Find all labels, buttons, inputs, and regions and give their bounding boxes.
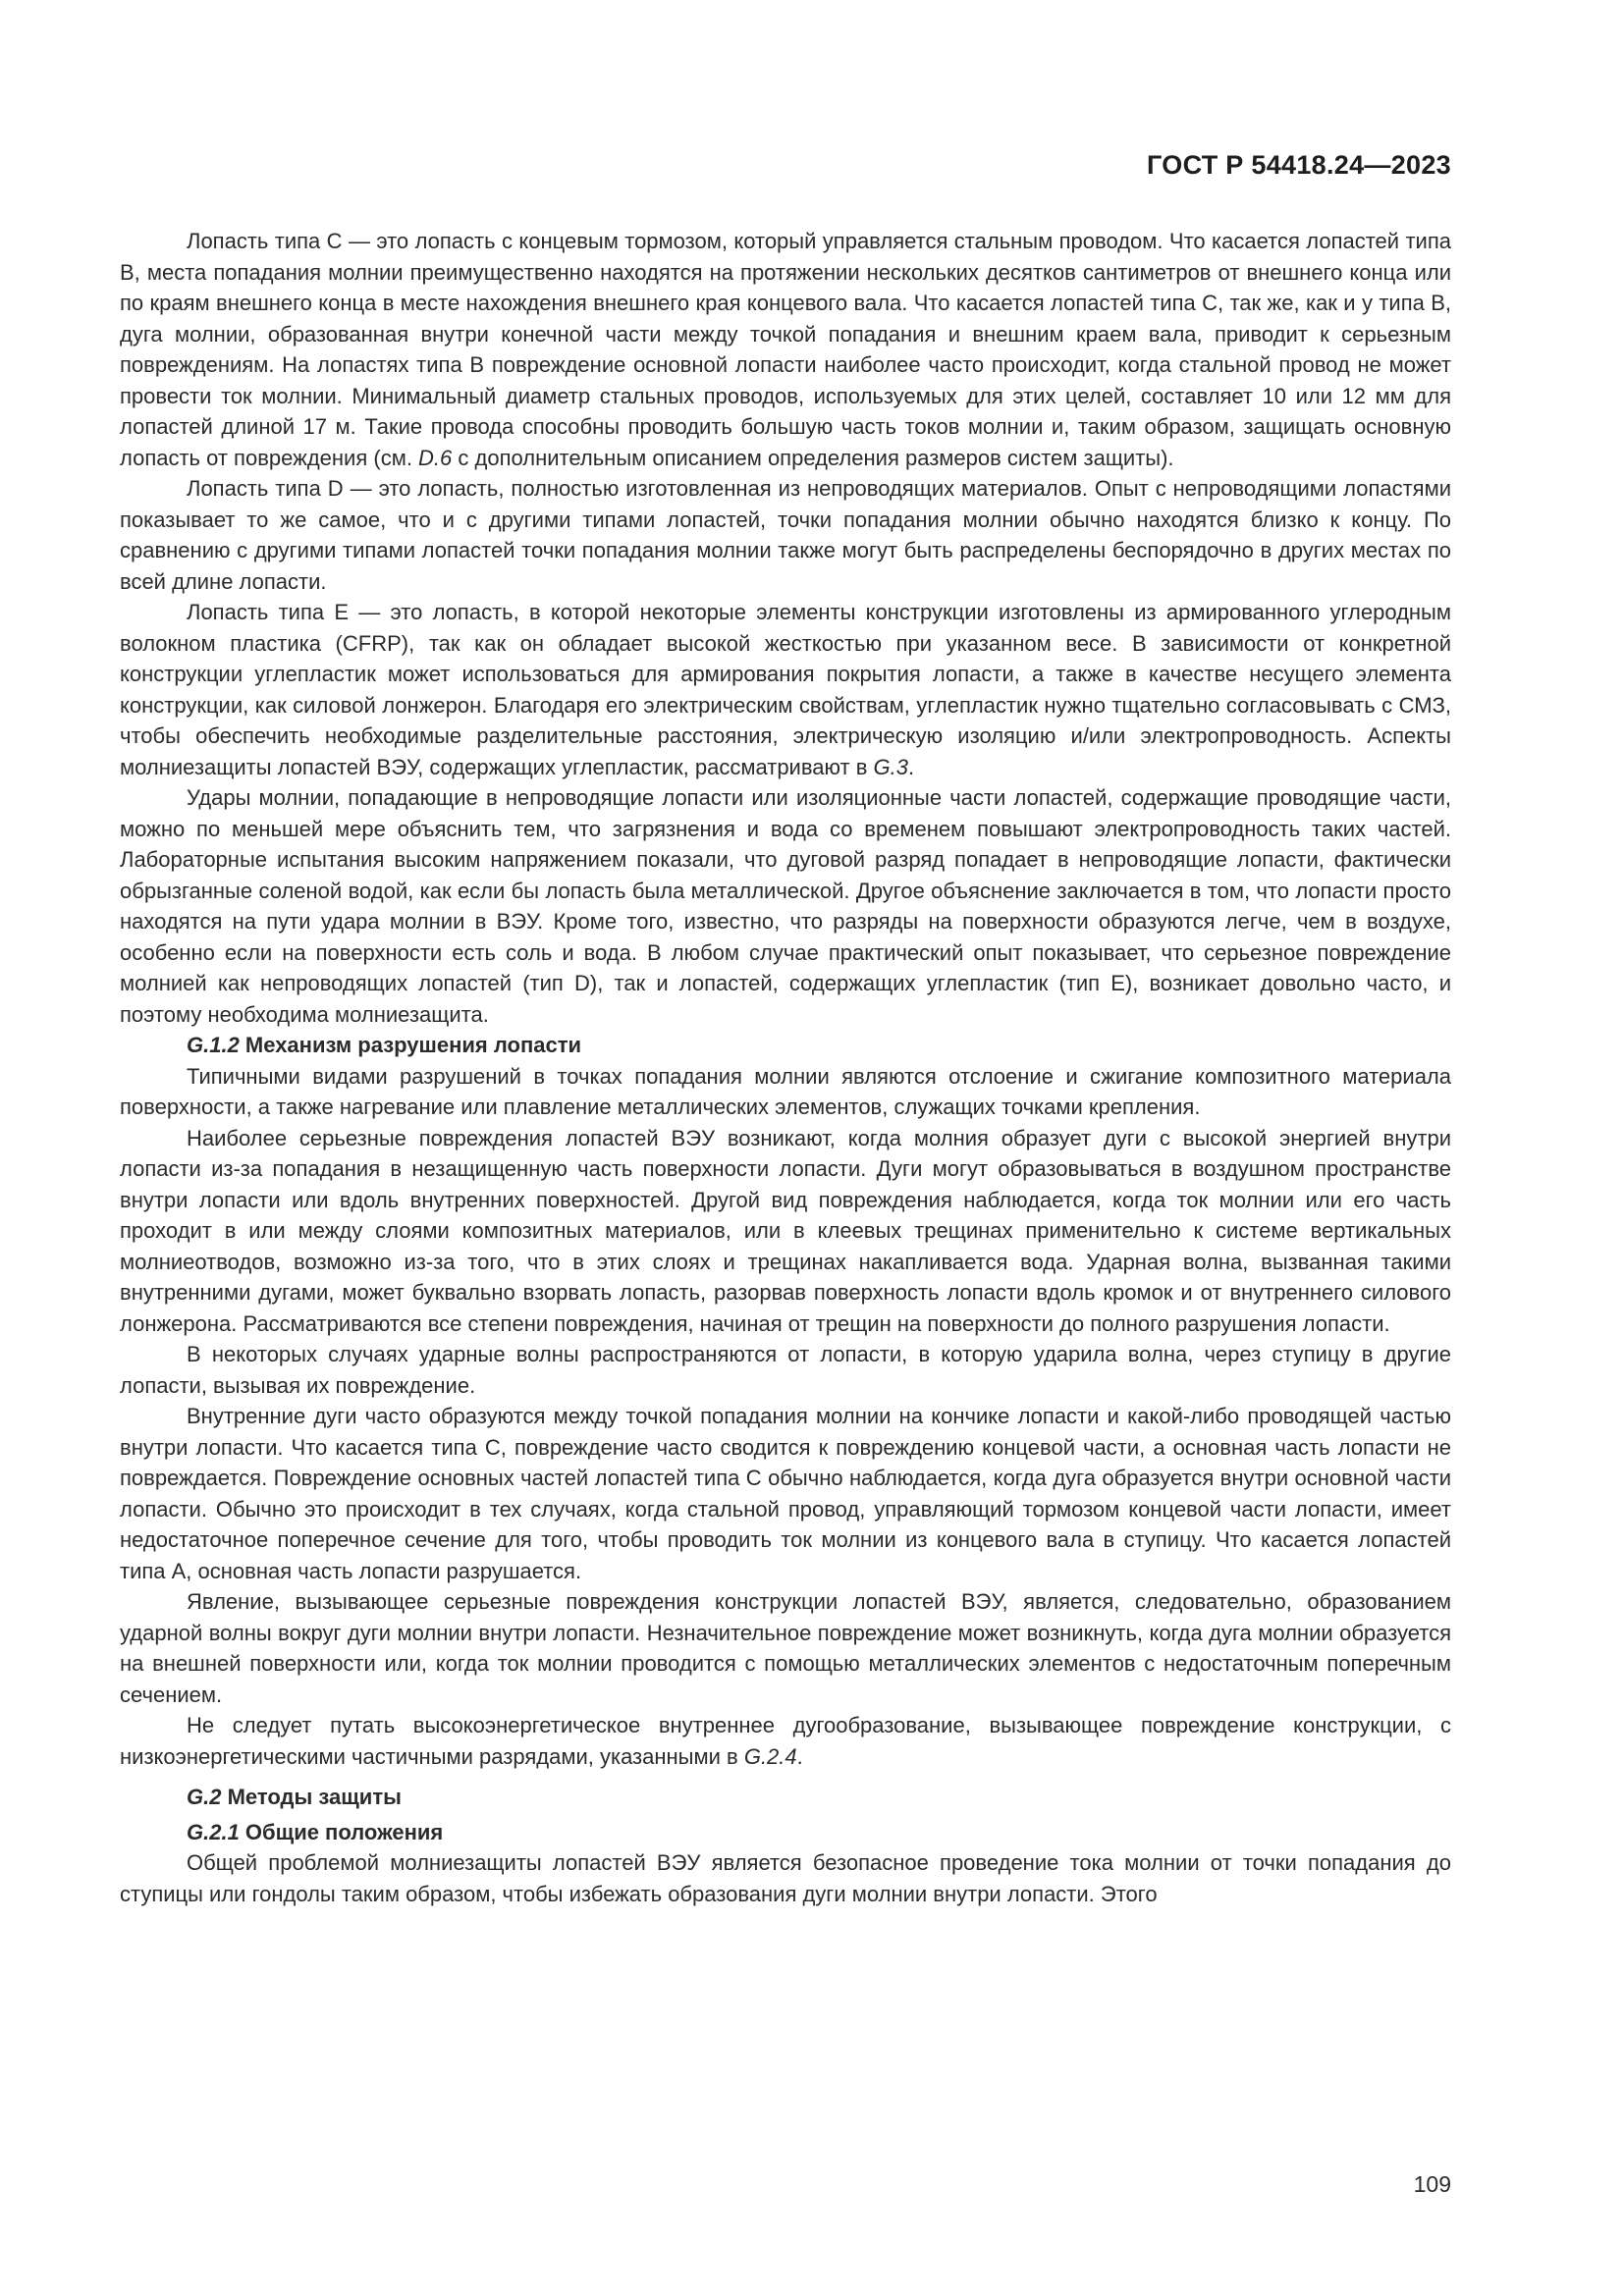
section-number: G.2 (187, 1785, 222, 1809)
section-heading-g21 (120, 1817, 1451, 1848)
section-title: Методы защиты (221, 1785, 402, 1809)
paragraph-internal-arcs: Внутренние дуги часто образуются между точкой попадания молнии на кончике лопасти и какой-либо проводящей частью внутри лопасти. Что касается типа C, повреждение часто сводится к повреждению концевой части, а основная часть лопасти не повреждается. Повреждение основных частей лопастей типа C обычно наблюдается, когда дуга образуется внутри основной части лопасти. Обычно это происходит в тех случаях, когда стальной провод, управляющий тормозом концевой части лопасти, имеет недостаточное поперечное сечение для того, чтобы проводить ток молнии из концевого вала в ступицу. Что касается лопастей типа A, основная часть лопасти разрушается. (120, 1404, 1451, 1583)
paragraph-blade-type-e (120, 597, 1451, 782)
document-code: ГОСТ Р 54418.24—2023 (1147, 150, 1451, 180)
paragraph-shock-waves: В некоторых случаях ударные волны распространяются от лопасти, в которую ударила волна, через ступицу в другие лопасти, вызывая их повреждение. (120, 1342, 1451, 1398)
section-title: Общие положения (239, 1819, 444, 1844)
paragraph-partial-discharges (120, 1710, 1451, 1772)
paragraph-text: Лопасть типа C — это лопасть с концевым тормозом, который управляется стальным проводом. Что касается лопастей типа B, места попадания молнии преимущественно находятся на протяжении нескольких десятков сантиметров от внешнего конца или по краям внешнего конца в месте нахождения внешнего края концевого вала. Что касается лопастей типа C, так же, как и у типа B, дуга молнии, образованная внутри конечной части между точкой попадания и внешним краем вала, приводит к серьезным повреждениям. На лопастях типа B повреждение основной лопасти наиболее часто происходит, когда стальной провод не может провести ток молнии. Минимальный диаметр стальных проводов, используемых для этих целей, составляет 10 или 12 мм для лопастей длиной 17 м. Такие провода способны проводить большую часть токов молнии и, таким образом, защищать основную лопасть от повреждения (см. (120, 229, 1451, 470)
paragraph-text: с дополнительным описанием определения размеров систем защиты). (452, 445, 1174, 470)
paragraph-nonconductive-strikes: Удары молнии, попадающие в непроводящие лопасти или изоляционные части лопастей, содержащие проводящие части, можно по меньшей мере объяснить тем, что загрязнения и вода со временем повышают электропроводность таких частей. Лабораторные испытания высоким напряжением показали, что дуговой разряд попадает в непроводящие лопасти, фактически обрызганные соленой водой, как если бы лопасть была металлической. Другое объяснение заключается в том, что лопасти просто находятся на пути удара молнии в ВЭУ. Кроме того, известно, что разряды на поверхности образуются легче, чем в воздухе, особенно если на поверхности есть соль и вода. В любом случае практический опыт показывает, что серьезное повреждение молнией как непроводящих лопастей (тип D), так и лопастей, содержащих углепластик (тип E), возникает довольно часто, и поэтому необходима молниезащита. (120, 785, 1451, 1027)
paragraph-serious-damage: Наиболее серьезные повреждения лопастей ВЭУ возникают, когда молния образует дуги с высокой энергией внутри лопасти из-за попадания в незащищенную часть поверхности лопасти. Дуги могут образовываться в воздушном пространстве внутри лопасти или вдоль внутренних поверхностей. Другой вид повреждения наблюдается, когда ток молнии или его часть проходит в или между слоями композитных материалов, или в клеевых трещинах применительно к системе вертикальных молниеотводов, возможно из-за того, что в этих слоях и трещинах накапливается вода. Ударная волна, вызванная такими внутренними дугами, может буквально взорвать лопасть, разорвав поверхность лопасти вдоль кромок и от внутреннего силового лонжерона. Рассматриваются все степени повреждения, начиная от трещин на поверхности до полного разрушения лопасти. (120, 1125, 1451, 1336)
paragraph-blade-type-c (120, 226, 1451, 473)
cross-reference: G.2.4 (743, 1743, 797, 1769)
section-title: Механизм разрушения лопасти (239, 1033, 582, 1057)
paragraph-text: Лопасть типа E — это лопасть, в которой некоторые элементы конструкции изготовлены из армированного углеродным волокном пластика (CFRP), так как он обладает высокой жесткостью при указанном весе. В зависимости от конкретной конструкции углепластик может использоваться для армирования покрытия лопасти, а также в качестве несущего элемента конструкции, как силовой лонжерон. Благодаря его электрическим свойствам, углепластик нужно тщательно согласовывать с СМЗ, чтобы обеспечить необходимые разделительные расстояния, электрическую изоляцию и/или электропроводность. Аспекты молниезащиты лопастей ВЭУ, содержащих углепластик, рассматривают в (120, 600, 1451, 779)
cross-reference: G.3 (873, 754, 908, 779)
page-number: 109 (1413, 2171, 1451, 2197)
cross-reference: D.6 (418, 445, 453, 470)
paragraph-phenomenon: Явление, вызывающее серьезные повреждения конструкции лопастей ВЭУ, является, следовательно, образованием ударной волны вокруг дуги молнии внутри лопасти. Незначительное повреждение может возникнуть, когда дуга молнии образуется на внешней поверхности или, когда ток молнии проводится с помощью металлических элементов с недостаточным поперечным сечением. (120, 1589, 1451, 1707)
section-number: G.1.2 (187, 1033, 240, 1057)
paragraph-damage-types: Типичными видами разрушений в точках попадания молнии являются отслоение и сжигание композитного материала поверхности, а также нагревание или плавление металлических элементов, служащих точками крепления. (120, 1063, 1451, 1119)
section-number: G.2.1 (187, 1819, 240, 1844)
paragraph-blade-type-d: Лопасть типа D — это лопасть, полностью изготовленная из непроводящих материалов. Опыт с непроводящими лопастями показывает то же самое, что и с другими типами лопастей, точки попадания молнии обычно находятся близко к концу. По сравнению с другими типами лопастей точки попадания молнии также могут быть распределены беспорядочно в других местах по всей длине лопасти. (120, 476, 1451, 594)
paragraph-text: . (908, 754, 915, 779)
document-body (120, 226, 1451, 1909)
paragraph-general-problem: Общей проблемой молниезащиты лопастей ВЭУ является безопасное проведение тока молнии от точки попадания до ступицы или гондолы таким образом, чтобы избежать образования дуги молнии внутри лопасти. Этого (120, 1850, 1451, 1906)
section-heading-g12 (120, 1030, 1451, 1061)
paragraph-text: . (796, 1743, 803, 1769)
section-heading-g2 (120, 1782, 1451, 1813)
paragraph-text: Не следует путать высокоэнергетическое внутреннее дугообразование, вызывающее повреждение конструкции, с низкоэнергетическими частичными разрядами, указанными в (120, 1713, 1451, 1769)
